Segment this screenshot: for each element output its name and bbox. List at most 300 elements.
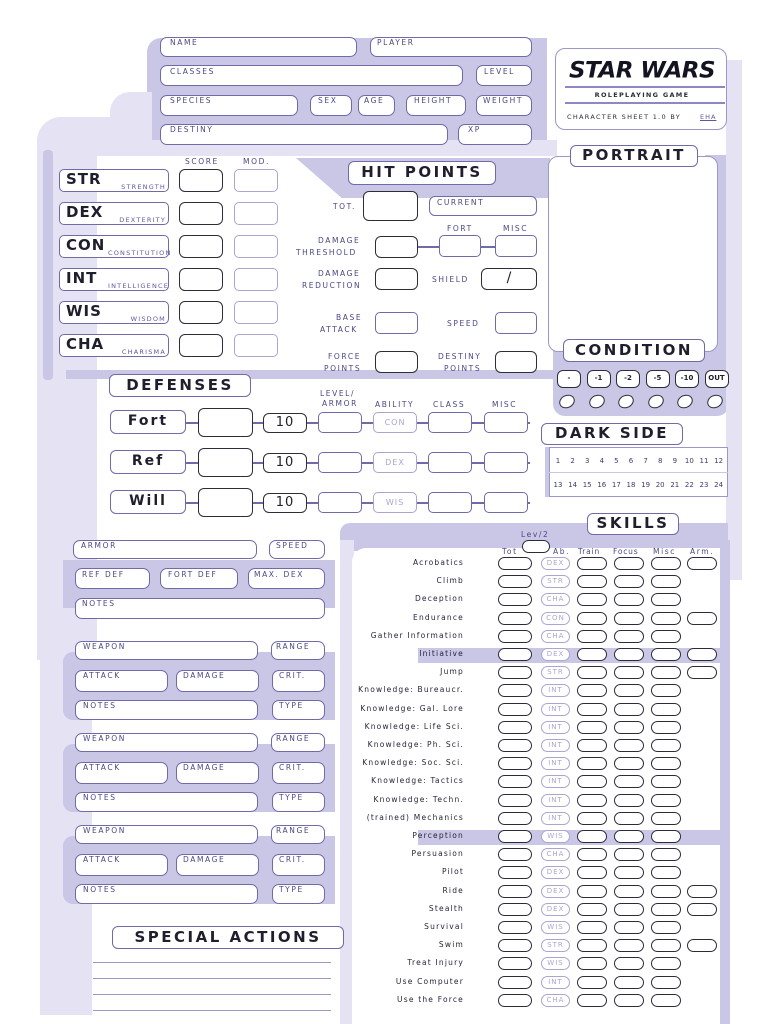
weapon-type-label: TYPE [279,793,304,802]
skills-tot-hdr: Tot [502,547,518,556]
skill-ability-box: INT [541,757,570,770]
skill-misc-box[interactable] [651,775,681,788]
speed-label: SPEED [447,319,480,328]
skill-ability-box: DEX [541,903,570,916]
skill-train-box[interactable] [577,721,607,734]
dark-side-cell[interactable]: 18 [626,481,636,489]
weapon-attack-label: ATTACK [83,671,121,680]
skill-ability-box: INT [541,976,570,989]
skill-misc-box[interactable] [651,994,681,1007]
skills-train-hdr: Train [578,547,600,556]
star-wars-logo: STAR WARS [568,58,716,84]
defense-misc-box[interactable] [484,412,528,433]
skill-total-box[interactable] [498,775,532,788]
dark-side-cell[interactable]: 2 [570,457,575,465]
defense-total-box[interactable] [198,448,253,477]
destiny-label: DESTINY [170,125,214,134]
dark-side-cell[interactable]: 23 [699,481,709,489]
skills-lev-box[interactable] [522,540,550,553]
special-actions-line[interactable] [93,978,331,979]
defense-level-box[interactable] [318,452,362,473]
ability-abbr: WIS [66,302,102,320]
ability-score-box[interactable] [179,169,223,192]
skill-total-box[interactable] [498,757,532,770]
skill-misc-box[interactable] [651,866,681,879]
condition-step-box[interactable]: -5 [646,370,670,388]
skill-name: Stealth [428,903,464,913]
armor-speed-label: SPEED [276,541,309,550]
hit-points-title: HIT POINTS [348,161,496,185]
ability-name: INTELLIGENCE [108,282,170,290]
skill-total-box[interactable] [498,903,532,916]
level-label: LEVEL [484,67,515,76]
height-label: HEIGHT [414,96,453,105]
skill-armor-box[interactable] [687,666,717,679]
destiny-points-box[interactable] [495,351,537,373]
dark-side-cell[interactable]: 12 [714,457,724,465]
skill-misc-box[interactable] [651,575,681,588]
skill-ability-box: CHA [541,593,570,606]
skill-total-box[interactable] [498,885,532,898]
dark-side-cell[interactable]: 8 [657,457,663,465]
skill-focus-box[interactable] [614,684,644,697]
skill-train-box[interactable] [577,757,607,770]
special-actions-line[interactable] [93,1010,331,1011]
skill-total-box[interactable] [498,612,532,625]
skill-focus-box[interactable] [614,575,644,588]
weapon-type-label: TYPE [279,701,304,710]
special-actions-line[interactable] [93,994,331,995]
skill-train-box[interactable] [577,921,607,934]
skill-misc-box[interactable] [651,757,681,770]
ability-score-box[interactable] [179,268,223,291]
skill-total-box[interactable] [498,684,532,697]
skill-name: (trained) Mechanics [366,812,464,822]
dark-side-cell[interactable]: 13 [553,481,563,489]
skill-ability-box: DEX [541,866,570,879]
defense-class-box[interactable] [428,492,472,513]
skill-train-box[interactable] [577,593,607,606]
skill-misc-box[interactable] [651,648,681,661]
skill-ability-box: STR [541,939,570,952]
skill-armor-box[interactable] [687,903,717,916]
dark-side-cell[interactable]: 19 [641,481,651,489]
hp-tot-label: TOT. [333,202,356,211]
skill-ability-box: CHA [541,848,570,861]
skill-misc-box[interactable] [651,939,681,952]
weapon-range-label: RANGE [276,734,311,743]
skill-armor-box[interactable] [687,612,717,625]
skill-focus-box[interactable] [614,812,644,825]
ability-abbr: CON [66,236,106,254]
weapon-damage-label: DAMAGE [183,763,226,772]
skill-train-box[interactable] [577,885,607,898]
skill-total-box[interactable] [498,648,532,661]
skill-focus-box[interactable] [614,593,644,606]
dr-label-1: DAMAGE [318,269,361,278]
skill-misc-box[interactable] [651,739,681,752]
skill-total-box[interactable] [498,976,532,989]
skill-name: Knowledge: Tactics [371,776,464,786]
damage-threshold-box[interactable] [375,236,418,258]
skill-focus-box[interactable] [614,557,644,570]
skill-train-box[interactable] [577,939,607,952]
ability-mod-box[interactable] [234,169,278,192]
hp-total-box[interactable] [363,191,418,221]
skill-misc-box[interactable] [651,848,681,861]
skill-name: Knowledge: Ph. Sci. [367,740,464,749]
ability-score-box[interactable] [179,235,223,258]
skill-train-box[interactable] [577,866,607,879]
weapon-notes-label: NOTES [83,885,117,894]
skill-total-box[interactable] [498,994,532,1007]
weapon-name-label: WEAPON [83,826,126,835]
dark-side-cell[interactable]: 5 [614,457,619,465]
special-actions-title: SPECIAL ACTIONS [112,926,344,949]
condition-step-box[interactable]: -1 [587,370,611,388]
weight-label: WEIGHT [483,96,523,105]
base-attack-box[interactable] [375,312,418,334]
weapon-crit-label: CRIT. [279,671,306,680]
skill-train-box[interactable] [577,794,607,807]
skill-train-box[interactable] [577,575,607,588]
skill-misc-box[interactable] [651,885,681,898]
skill-armor-box[interactable] [687,939,717,952]
ability-score-box[interactable] [179,334,223,357]
skills-lev-hdr: Lev/2 [521,530,550,539]
skill-name: Endurance [413,612,464,622]
weapon-crit-label: CRIT. [279,855,306,864]
skill-misc-box[interactable] [651,721,681,734]
skill-name: Swim [438,940,464,950]
skill-name: Knowledge: Life Sci. [364,721,464,731]
skill-misc-box[interactable] [651,903,681,916]
weapon-type-label: TYPE [279,885,304,894]
skill-focus-box[interactable] [614,957,644,970]
defense-base-value: 10 [263,453,307,473]
defense-name-will: Will [110,490,186,514]
skill-total-box[interactable] [498,957,532,970]
condition-step-box[interactable]: -2 [616,370,640,388]
defense-misc-box[interactable] [484,452,528,473]
defense-misc-box[interactable] [484,492,528,513]
skill-focus-box[interactable] [614,939,644,952]
xp-label: XP [468,125,481,134]
defense-name-fort: Fort [110,410,186,434]
skill-name: Persuasion [411,849,464,859]
ability-mod-box[interactable] [234,202,278,225]
defense-ability-box[interactable]: CON [373,412,417,433]
skill-train-box[interactable] [577,957,607,970]
dark-side-divider [549,472,728,473]
skill-name: Initiative [419,649,464,658]
weapon-crit-label: CRIT. [279,763,306,772]
skill-name: Knowledge: Bureaucr. [358,685,464,695]
skill-ability-box: CHA [541,994,570,1007]
logo-underline [565,86,725,88]
dt-label-1: DAMAGE [318,236,361,245]
weapon-notes-label: NOTES [83,793,117,802]
skill-train-box[interactable] [577,666,607,679]
ability-mod-box[interactable] [234,235,278,258]
skill-total-box[interactable] [498,866,532,879]
skill-armor-box[interactable] [687,557,717,570]
dt-misc-box[interactable] [495,235,537,257]
skill-ability-box: INT [541,812,570,825]
skill-focus-box[interactable] [614,830,644,843]
weapon-damage-label: DAMAGE [183,671,226,680]
def-misc-hdr: MISC [492,400,518,409]
defense-level-box[interactable] [318,412,362,433]
destiny-points-label-2: POINTS [444,364,482,373]
skill-train-box[interactable] [577,739,607,752]
skill-ability-box: DEX [541,557,570,570]
skill-misc-box[interactable] [651,684,681,697]
skill-train-box[interactable] [577,812,607,825]
skill-armor-box[interactable] [687,885,717,898]
def-ability-hdr: ABILITY [375,400,415,409]
skill-misc-box[interactable] [651,921,681,934]
skill-ability-box: WIS [541,957,570,970]
skill-total-box[interactable] [498,557,532,570]
defense-level-box[interactable] [318,492,362,513]
ability-abbr: DEX [66,203,104,221]
weapon-attack-label: ATTACK [83,855,121,864]
skill-misc-box[interactable] [651,957,681,970]
skill-total-box[interactable] [498,939,532,952]
ability-abbr: STR [66,170,102,188]
weapon-damage-label: DAMAGE [183,855,226,864]
mod-header: MOD. [243,157,270,166]
skill-name: Gather Information [370,630,464,640]
weapon-name-label: WEAPON [83,642,126,651]
hp-misc-label: MISC [503,224,529,233]
skill-focus-box[interactable] [614,885,644,898]
ability-mod-box[interactable] [234,268,278,291]
skill-name: Perception [412,831,464,840]
skill-misc-box[interactable] [651,703,681,716]
skill-ability-box: STR [541,575,570,588]
logo-credit: CHARACTER SHEET 1.0 BY [567,113,681,121]
defense-ability-box[interactable]: DEX [373,452,417,473]
base-attack-label-2: ATTACK [320,325,358,334]
skill-ability-box: DEX [541,648,570,661]
skill-name: Knowledge: Soc. Sci. [362,758,464,768]
dark-side-cell[interactable]: 21 [670,481,680,489]
skill-train-box[interactable] [577,830,607,843]
logo-underline-2 [565,102,725,104]
skill-train-box[interactable] [577,903,607,916]
skill-focus-box[interactable] [614,757,644,770]
def-level-hdr-2: ARMOR [322,399,358,408]
def-level-hdr-1: LEVEL/ [320,389,356,398]
skill-name: Climb [436,576,464,586]
dark-side-cell[interactable]: 15 [582,481,592,489]
skill-misc-box[interactable] [651,630,681,643]
skill-armor-box[interactable] [687,648,717,661]
skill-ability-box: STR [541,666,570,679]
shield-label: SHIELD [432,275,469,284]
species-label: SPECIES [170,96,213,105]
skill-total-box[interactable] [498,593,532,606]
skills-arm-hdr: Arm. [690,547,715,556]
weapon-range-label: RANGE [276,642,311,651]
skill-train-box[interactable] [577,976,607,989]
dark-side-cell[interactable]: 1 [555,457,561,465]
skill-total-box[interactable] [498,703,532,716]
dark-side-cell[interactable]: 17 [611,481,621,489]
skill-focus-box[interactable] [614,739,644,752]
defense-total-box[interactable] [198,408,253,437]
age-label: AGE [364,96,385,105]
shield-value: / [506,270,512,286]
skill-focus-box[interactable] [614,630,644,643]
skill-total-box[interactable] [498,739,532,752]
skill-ability-box: INT [541,775,570,788]
name-label: NAME [170,38,199,47]
skill-total-box[interactable] [498,848,532,861]
skill-train-box[interactable] [577,848,607,861]
skill-ability-box: CON [541,612,570,625]
shield-box[interactable] [481,268,537,290]
dark-side-cell[interactable]: 7 [643,457,648,465]
skills-misc-hdr: Misc [653,547,676,556]
skill-misc-box[interactable] [651,794,681,807]
weapon-range-label: RANGE [276,826,311,835]
max-dex-label: MAX. DEX [254,570,304,579]
player-label: PLAYER [377,38,415,47]
hp-fort-label: FORT [447,224,473,233]
dt-label-2: THRESHOLD [296,248,357,257]
skill-total-box[interactable] [498,630,532,643]
skill-total-box[interactable] [498,721,532,734]
dark-side-cell[interactable]: 9 [672,457,678,465]
damage-reduction-box[interactable] [375,268,418,290]
skill-focus-box[interactable] [614,903,644,916]
logo-subtitle: ROLEPLAYING GAME [594,91,690,99]
skill-focus-box[interactable] [614,976,644,989]
skill-misc-box[interactable] [651,593,681,606]
condition-step-box[interactable]: OUT [705,370,729,388]
classes-label: CLASSES [170,67,215,76]
skill-ability-box: INT [541,739,570,752]
skill-focus-box[interactable] [614,666,644,679]
dark-side-cell[interactable]: 24 [714,481,724,489]
skill-train-box[interactable] [577,684,607,697]
skill-misc-box[interactable] [651,666,681,679]
skill-train-box[interactable] [577,994,607,1007]
dark-side-cell[interactable]: 4 [599,457,605,465]
skill-ability-box: DEX [541,885,570,898]
condition-step-box[interactable]: - [557,370,581,388]
armor-label: ARMOR [81,541,117,550]
skill-misc-box[interactable] [651,812,681,825]
skill-focus-box[interactable] [614,703,644,716]
skill-total-box[interactable] [498,666,532,679]
skill-train-box[interactable] [577,557,607,570]
dark-side-cell[interactable]: 10 [684,457,694,465]
ability-name: CHARISMA [121,348,166,356]
speed-box[interactable] [495,312,537,334]
skill-focus-box[interactable] [614,721,644,734]
skill-focus-box[interactable] [614,866,644,879]
dark-side-cell[interactable]: 22 [684,481,694,489]
armor-notes-label: NOTES [82,599,116,608]
skill-total-box[interactable] [498,794,532,807]
skill-misc-box[interactable] [651,830,681,843]
portrait-title: PORTRAIT [570,145,698,167]
skill-focus-box[interactable] [614,994,644,1007]
skill-name: Pilot [441,867,464,877]
weapon-attack-label: ATTACK [83,763,121,772]
dark-side-cell[interactable]: 11 [699,457,709,465]
condition-title: CONDITION [563,339,705,362]
skill-name: Knowledge: Techn. [373,794,464,804]
force-points-label-1: FORCE [328,352,362,361]
skill-focus-box[interactable] [614,794,644,807]
defense-ability-box[interactable]: WIS [373,492,417,513]
skill-total-box[interactable] [498,575,532,588]
skill-name: Use the Force [397,994,464,1004]
skill-train-box[interactable] [577,630,607,643]
condition-step-box[interactable]: -10 [675,370,699,388]
ability-score-box[interactable] [179,301,223,324]
dark-side-cell[interactable]: 3 [584,457,590,465]
dt-fort-box[interactable] [439,235,481,257]
skill-misc-box[interactable] [651,612,681,625]
defense-total-box[interactable] [198,488,253,517]
skill-ability-box: INT [541,721,570,734]
skill-focus-box[interactable] [614,612,644,625]
skill-total-box[interactable] [498,921,532,934]
ref-def-label: REF DEF [82,570,125,579]
skill-focus-box[interactable] [614,921,644,934]
skill-total-box[interactable] [498,830,532,843]
force-points-box[interactable] [375,351,418,373]
ability-mod-box[interactable] [234,334,278,357]
ability-name: STRENGTH [121,183,166,191]
skill-focus-box[interactable] [614,848,644,861]
skill-focus-box[interactable] [614,775,644,788]
dark-side-cell[interactable]: 14 [568,481,578,489]
dark-side-cell[interactable]: 16 [597,481,607,489]
skill-train-box[interactable] [577,648,607,661]
skill-misc-box[interactable] [651,557,681,570]
defense-class-box[interactable] [428,412,472,433]
skill-total-box[interactable] [498,812,532,825]
ability-score-box[interactable] [179,202,223,225]
skill-misc-box[interactable] [651,976,681,989]
base-attack-label-1: BASE [336,313,363,322]
skill-train-box[interactable] [577,703,607,716]
dark-side-cell[interactable]: 6 [628,457,634,465]
skill-focus-box[interactable] [614,648,644,661]
ability-abbr: CHA [66,335,105,353]
special-actions-line[interactable] [93,962,331,963]
ability-abbr: INT [66,269,98,287]
portrait-frame[interactable] [548,156,718,352]
hp-current-label: CURRENT [437,198,485,207]
weapon-name-label: WEAPON [83,734,126,743]
logo-credit-author[interactable]: EHA [700,113,717,121]
defense-class-box[interactable] [428,452,472,473]
defense-base-value: 10 [263,493,307,513]
skill-ability-box: WIS [541,830,570,843]
skill-train-box[interactable] [577,612,607,625]
dark-side-cell[interactable]: 20 [655,481,665,489]
skill-train-box[interactable] [577,775,607,788]
ability-mod-box[interactable] [234,301,278,324]
